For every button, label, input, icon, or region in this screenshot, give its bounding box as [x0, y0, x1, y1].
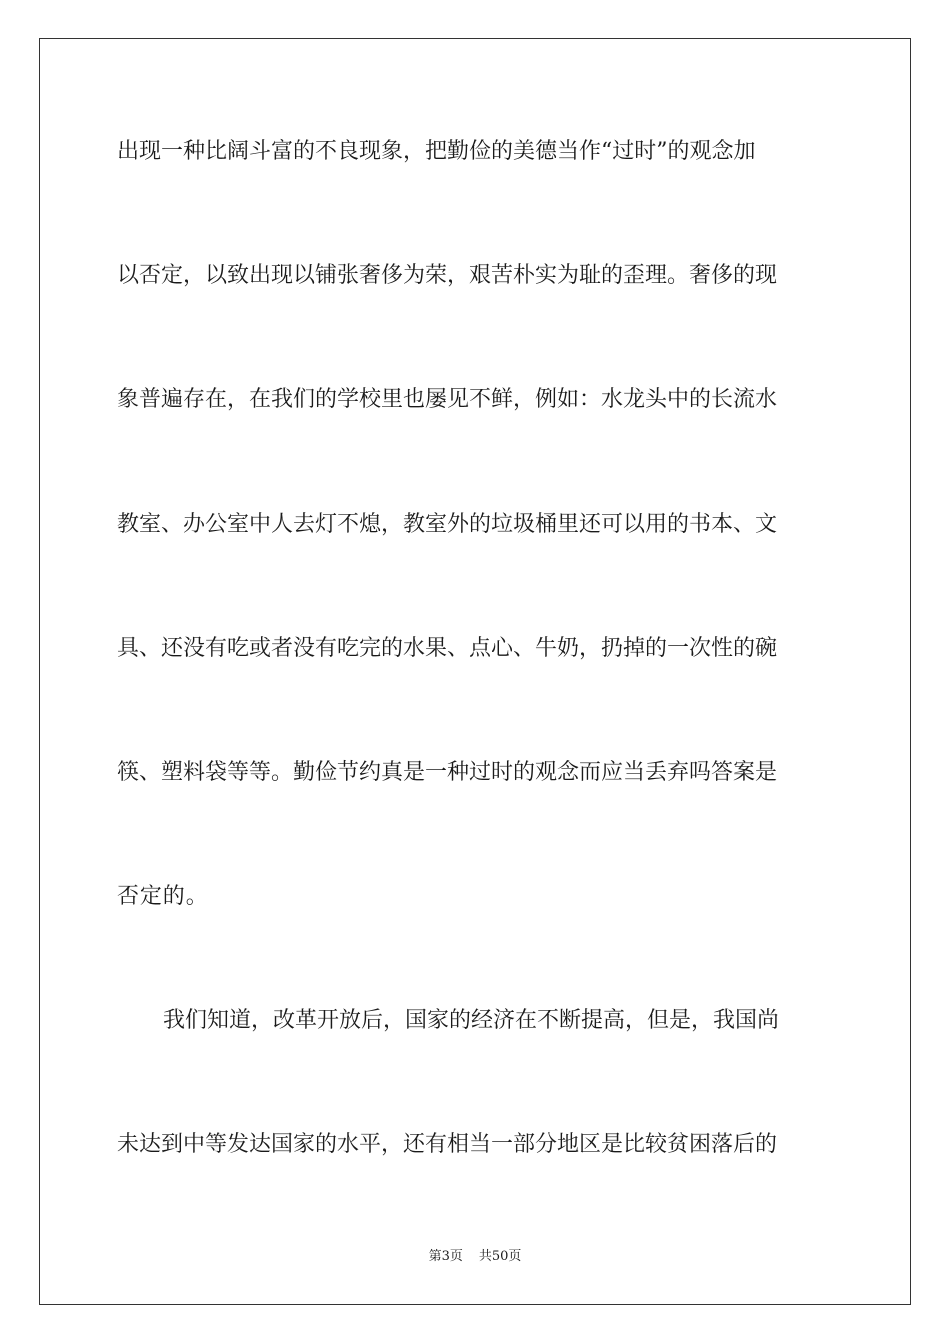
page-footer — [0, 1248, 950, 1266]
text-line-1: 出现一种比阔斗富的不良现象，把勤俭的美德当作“过时”的观念加 — [117, 139, 756, 164]
text-line-6: 筷、塑料袋等等。勤俭节约真是一种过时的观念而应当丢弃吗答案是 — [117, 760, 778, 785]
text-line-9: 未达到中等发达国家的水平，还有相当一部分地区是比较贫困落后的 — [117, 1132, 778, 1157]
total-pages: 共50页 — [478, 1249, 522, 1264]
text-line-4: 教室、办公室中人去灯不熄，教室外的垃圾桶里还可以用的书本、文 — [117, 512, 778, 537]
text-line-8: 我们知道，改革开放后，国家的经济在不断提高，但是，我国尚 — [163, 1008, 780, 1033]
text-line-7: 否定的。 — [117, 884, 209, 909]
page-border — [39, 38, 911, 1305]
page-number: 第3页 — [428, 1249, 463, 1264]
text-line-5: 具、还没有吃或者没有吃完的水果、点心、牛奶，扔掉的一次性的碗 — [117, 636, 778, 661]
text-line-3: 象普遍存在，在我们的学校里也屡见不鲜，例如：水龙头中的长流水 — [117, 387, 778, 412]
text-line-2: 以否定，以致出现以铺张奢侈为荣，艰苦朴实为耻的歪理。奢侈的现 — [117, 263, 778, 288]
